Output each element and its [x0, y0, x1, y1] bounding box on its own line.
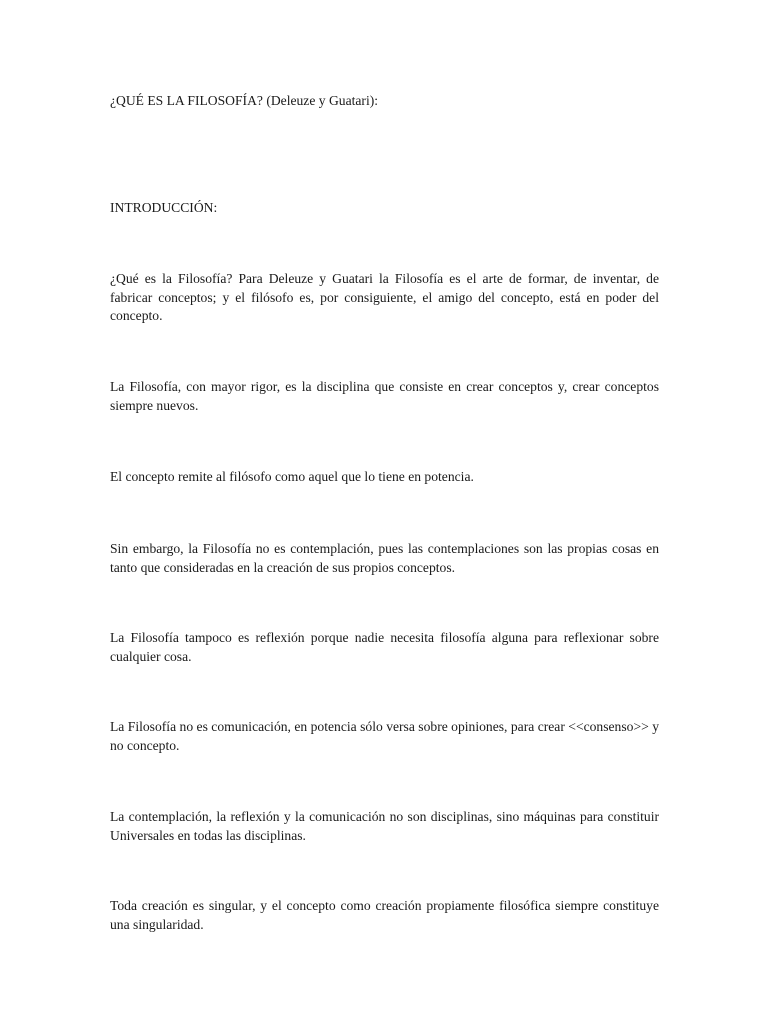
paragraph-reflection: La Filosofía tampoco es reflexión porque nadie necesita filosofía alguna para reflexionar sobre cualquier cosa. [110, 630, 659, 664]
paragraph-contemplation: Sin embargo, la Filosofía no es contemplación, pues las contemplaciones son las propias cosas en tanto que consideradas en la creación de sus propios conceptos. [110, 541, 659, 575]
paragraph-singularity: Toda creación es singular, y el concepto como creación propiamente filosófica siempre constituye una singularidad. [110, 898, 659, 932]
paragraph-communication: La Filosofía no es comunicación, en potencia sólo versa sobre opiniones, para crear <<consenso>> y no concepto. [110, 719, 659, 753]
paragraph-potential: El concepto remite al filósofo como aquel que lo tiene en potencia. [110, 469, 474, 484]
paragraph-definition: ¿Qué es la Filosofía? Para Deleuze y Guatari la Filosofía es el arte de formar, de inventar, de fabricar conceptos; y el filósofo es, por consiguiente, el amigo del concepto, está en poder del concepto. [110, 271, 659, 323]
paragraph-machines: La contemplación, la reflexión y la comunicación no son disciplinas, sino máquinas para constituir Universales en todas las disciplinas. [110, 809, 659, 843]
document-title: ¿QUÉ ES LA FILOSOFÍA? (Deleuze y Guatari): [110, 93, 379, 108]
section-heading: INTRODUCCIÓN: [110, 200, 218, 215]
paragraph-discipline: La Filosofía, con mayor rigor, es la disciplina que consiste en crear conceptos y, crear conceptos siempre nuevos. [110, 379, 659, 413]
